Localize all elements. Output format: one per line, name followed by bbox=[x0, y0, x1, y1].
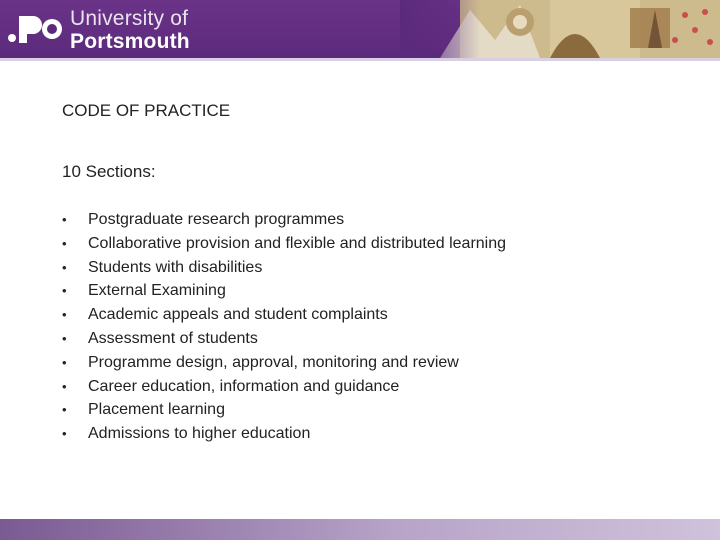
header-decorative-collage bbox=[400, 0, 720, 58]
list-item-text: Career education, information and guidance bbox=[88, 377, 400, 395]
list-item-text: Academic appeals and student complaints bbox=[88, 306, 388, 324]
list-item bbox=[62, 256, 506, 280]
bullet-icon: • bbox=[62, 259, 67, 275]
list-item bbox=[62, 398, 506, 422]
list-item-text: Postgraduate research programmes bbox=[88, 211, 345, 228]
bullet-icon: • bbox=[62, 426, 67, 442]
header-banner bbox=[0, 0, 720, 58]
list-item-text: Students with disabilities bbox=[88, 258, 263, 276]
list-item bbox=[62, 279, 506, 303]
list-item bbox=[62, 351, 506, 375]
list-item-text: Placement learning bbox=[88, 401, 225, 419]
logo-line-university-of: University of bbox=[70, 7, 189, 30]
bullet-icon: • bbox=[62, 283, 67, 299]
page-title: CODE OF PRACTICE bbox=[62, 101, 231, 120]
list-item bbox=[62, 422, 506, 446]
bullet-icon: • bbox=[62, 378, 67, 394]
list-item bbox=[62, 375, 506, 399]
bullet-icon: • bbox=[62, 330, 67, 346]
list-item bbox=[62, 327, 506, 351]
bullet-icon: • bbox=[62, 212, 67, 227]
list-item bbox=[62, 208, 506, 232]
list-item bbox=[62, 232, 506, 256]
bullet-icon: • bbox=[62, 354, 67, 370]
list-item bbox=[62, 303, 506, 327]
sections-list bbox=[62, 208, 506, 446]
section-count-heading: 10 Sections: bbox=[62, 162, 156, 181]
list-item-text: Collaborative provision and flexible and distributed learning bbox=[88, 234, 507, 252]
list-item-text: External Examining bbox=[88, 282, 226, 300]
bullet-icon: • bbox=[62, 307, 67, 323]
header-divider bbox=[0, 58, 720, 61]
logo-line-portsmouth: Portsmouth bbox=[70, 30, 190, 53]
list-item-text: Admissions to higher education bbox=[88, 425, 311, 443]
bullet-icon: • bbox=[62, 402, 67, 418]
list-item-text: Assessment of students bbox=[88, 329, 258, 347]
list-item-text: Programme design, approval, monitoring and review bbox=[88, 353, 459, 371]
university-logo-mark-icon bbox=[6, 10, 64, 50]
university-logo-text bbox=[70, 8, 190, 52]
footer-bar bbox=[0, 519, 720, 540]
bullet-icon: • bbox=[62, 235, 67, 251]
